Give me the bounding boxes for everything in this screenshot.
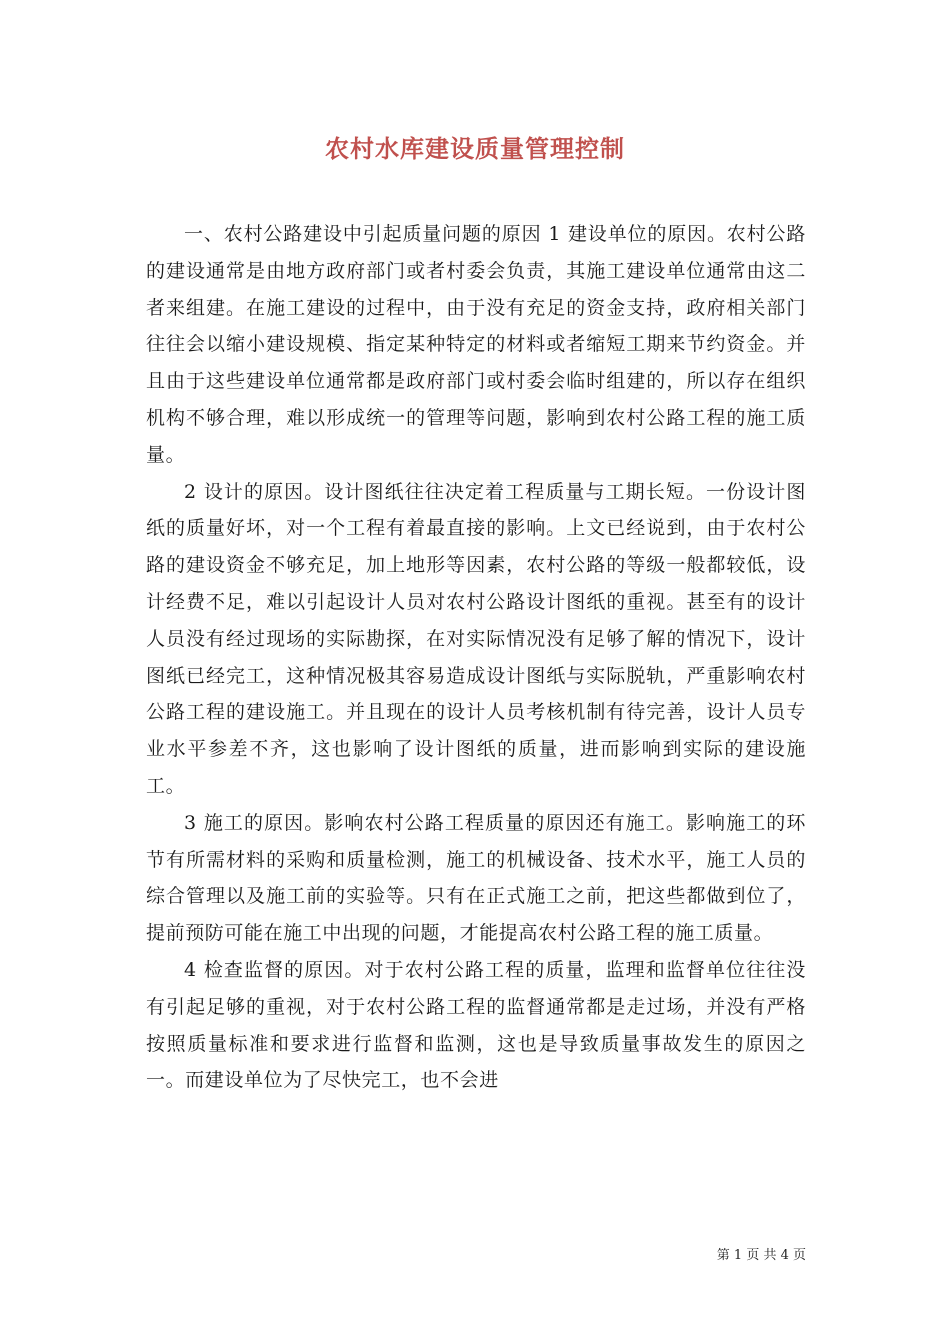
page-number-footer: 第 1 页 共 4 页 [716, 1248, 806, 1263]
document-body [146, 216, 806, 1099]
document-title: 农村水库建设质量管理控制 [325, 134, 625, 163]
paragraph-3: 3 施工的原因。影响农村公路工程质量的原因还有施工。影响施工的环节有所需材料的采购和质量检测，施工的机械设备、技术水平，施工人员的综合管理以及施工前的实验等。只有在正式施工之前，把这些都做到位了，提前预防可能在施工中出现的问题，才能提高农村公路工程的施工质量。 [146, 811, 806, 945]
paragraph-1: 一、农村公路建设中引起质量问题的原因 1 建设单位的原因。农村公路的建设通常是由地方政府部门或者村委会负责，其施工建设单位通常由这二者来组建。在施工建设的过程中，由于没有充足的资金支持，政府相关部门往往会以缩小建设规模、指定某种特定的材料或者缩短工期来节约资金。并且由于这些建设单位通常都是政府部门或村委会临时组建的，所以存在组织机构不够合理，难以形成统一的管理等问题，影响到农村公路工程的施工质量。 [146, 223, 806, 466]
paragraph-2: 2 设计的原因。设计图纸往往决定着工程质量与工期长短。一份设计图纸的质量好坏，对一个工程有着最直接的影响。上文已经说到，由于农村公路的建设资金不够充足，加上地形等因素，农村公路的等级一般都较低，设计经费不足，难以引起设计人员对农村公路设计图纸的重视。甚至有的设计人员没有经过现场的实际勘探，在对实际情况没有足够了解的情况下，设计图纸已经完工，这种情况极其容易造成设计图纸与实际脱轨，严重影响农村公路工程的建设施工。并且现在的设计人员考核机制有待完善，设计人员专业水平参差不齐，这也影响了设计图纸的质量，进而影响到实际的建设施工。 [146, 480, 806, 797]
paragraph-4: 4 检查监督的原因。对于农村公路工程的质量，监理和监督单位往往没有引起足够的重视，对于农村公路工程的监督通常都是走过场，并没有严格按照质量标准和要求进行监督和监测，这也是导致质量事故发生的原因之一。而建设单位为了尽快完工，也不会进 [146, 958, 806, 1092]
